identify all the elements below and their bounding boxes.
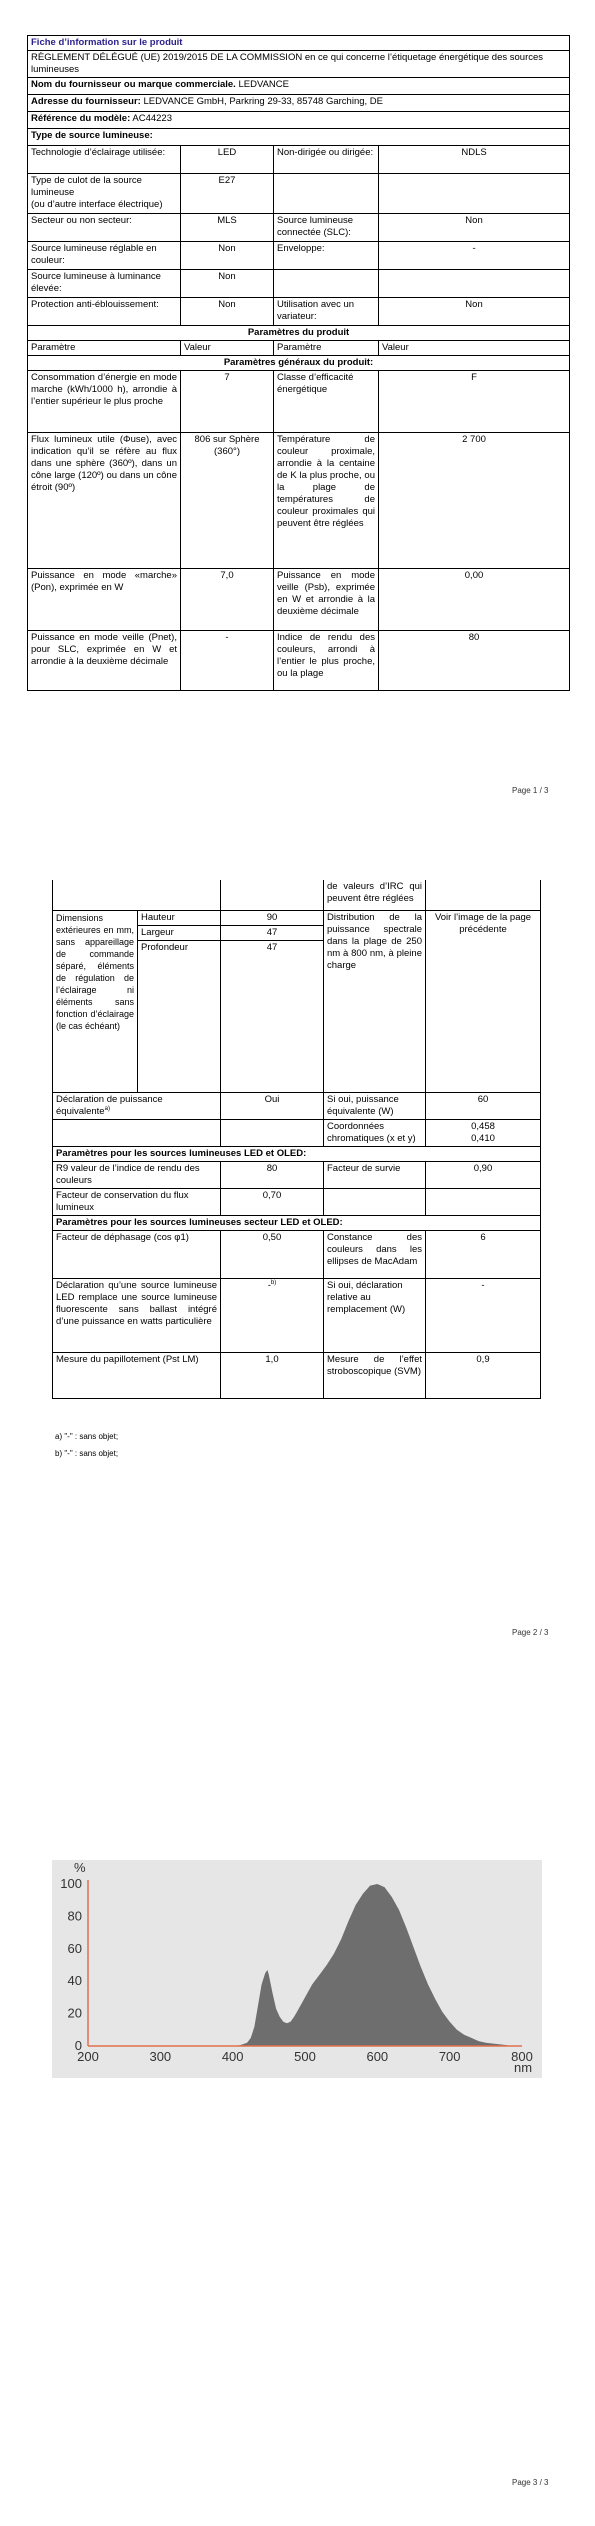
y-tick-label: 80 <box>67 1908 82 1924</box>
width-value: 47 <box>221 925 324 940</box>
connected-value: Non <box>379 214 570 242</box>
model-value: AC44223 <box>132 113 172 124</box>
cap-value: E27 <box>181 174 274 214</box>
antiglare-label: Protection anti-éblouissement: <box>28 298 181 326</box>
chroma-label: Coordonnées chromatiques (x et y) <box>324 1119 426 1146</box>
cri-label: Indice de rendu des couleurs, arrondi à l’entier le plus proche, ou la plage <box>274 631 379 691</box>
highlum-value: Non <box>181 270 274 298</box>
page-number-2: Page 2 / 3 <box>512 1628 549 1637</box>
regulation-text: RÈGLEMENT DÉLÉGUÉ (UE) 2019/2015 DE LA COMMISSION en ce qui concerne l’étiquetage énergétique des sources lumineuses <box>28 51 570 78</box>
supplier-label: Nom du fournisseur ou marque commerciale. <box>31 79 236 90</box>
cct-label: Température de couleur proximale, arrondie à la centaine de K la plus proche, ou la plage de températures de couleur proximales qui peuvent être réglées <box>274 433 379 569</box>
maint-value: 0,70 <box>221 1188 324 1215</box>
envelope-label: Enveloppe: <box>274 242 379 270</box>
page-number-3: Page 3 / 3 <box>512 2478 549 2487</box>
height-label: Hauteur <box>138 910 221 925</box>
onpower-label: Puissance en mode «marche» (Pon), exprimée en W <box>28 569 181 631</box>
dim-label: Dimensions extérieures en mm, sans appareillage de commande séparé, éléments de régulation de l’éclairage ni éléments sans fonction d’éclairage (le cas échéant) <box>53 910 138 1092</box>
spd-label: Distribution de la puissance spectrale dans la plage de 250 nm à 800 nm, à pleine charge <box>324 910 426 1092</box>
svm-value: 0,9 <box>426 1352 541 1398</box>
address-value: LEDVANCE GmbH, Parkring 29-33, 85748 Garching, DE <box>143 96 383 107</box>
replace-value-cell: -$^{b)}$ <box>221 1278 324 1352</box>
flux-value: 806 sur Sphère (360°) <box>181 433 274 569</box>
x-tick-label: 500 <box>294 2049 316 2064</box>
survival-value: 0,90 <box>426 1161 541 1188</box>
equiv-value: Oui <box>221 1092 324 1119</box>
class-label: Classe d’efficacité énergétique <box>274 371 379 433</box>
spd-value: Voir l’image de la page précédente <box>426 910 541 1092</box>
r9-label: R9 valeur de l’indice de rendu des couleurs <box>53 1161 221 1188</box>
pf-value: 0,50 <box>221 1230 324 1278</box>
flux-label: Flux lumineux utile (Φuse), avec indication qu’il se réfère au flux dans une sphère (360º), dans un cône large (120º) ou dans un cône étroit (90º) <box>28 433 181 569</box>
class-value: F <box>379 371 570 433</box>
footnote-a: a) "-" : sans objet; <box>55 1432 119 1441</box>
r9-value: 80 <box>221 1161 324 1188</box>
footnote-b: b) "-" : sans objet; <box>55 1449 119 1458</box>
netstandby-value: - <box>181 631 274 691</box>
x-tick-label: 300 <box>149 2049 172 2064</box>
equiv-power-value: 60 <box>426 1092 541 1119</box>
depth-label: Profondeur <box>138 940 221 1092</box>
maint-label: Facteur de conservation du flux lumineux <box>53 1188 221 1215</box>
standby-label: Puissance en mode veille (Psb), exprimée en W et arrondie à la deuxième décimale <box>274 569 379 631</box>
directional-label: Non-dirigée ou dirigée: <box>274 146 379 174</box>
y-tick-label: 20 <box>67 2005 82 2021</box>
width-label: Largeur <box>138 925 221 940</box>
spectrum-chart <box>52 1860 542 2078</box>
macadam-value: 6 <box>426 1230 541 1278</box>
consumption-label: Consommation d’énergie en mode marche (kWh/1000 h), arrondie à l’entier supérieur le plus proche <box>28 371 181 433</box>
x-tick-label: 700 <box>438 2049 461 2064</box>
supplier-row <box>28 78 570 95</box>
flicker-label: Mesure du papillotement (Pst LM) <box>53 1352 221 1398</box>
mains-heading: Paramètres pour les sources lumineuses secteur LED et OLED: <box>53 1215 541 1230</box>
x-tick-label: 800 <box>511 2049 533 2064</box>
dimmer-label: Utilisation avec un variateur: <box>274 298 379 326</box>
y-tick-label: 0 <box>74 2038 82 2053</box>
cri-label-cont: de valeurs d’IRC qui peuvent être réglées <box>324 880 426 910</box>
tunable-value: Non <box>181 242 274 270</box>
tunable-label: Source lumineuse réglable en couleur: <box>28 242 181 270</box>
page-title: Fiche d’information sur le produit <box>28 36 570 51</box>
tech-label: Technologie d’éclairage utilisée: <box>28 146 181 174</box>
netstandby-label: Puissance en mode veille (Pnet), pour SLC, exprimée en W et arrondie à la deuxième décimale <box>28 631 181 691</box>
cri-value: 80 <box>379 631 570 691</box>
y-tick-label: 40 <box>67 1973 82 1989</box>
equiv-power-label: Si oui, puissance équivalente (W) <box>324 1092 426 1119</box>
flicker-value: 1,0 <box>221 1352 324 1398</box>
col-param-1: Paramètre <box>28 341 181 356</box>
chroma-value: 0,458 0,410 <box>426 1119 541 1146</box>
y-tick-label: 60 <box>67 1940 82 1956</box>
x-tick-label: 200 <box>77 2049 99 2064</box>
model-row <box>28 112 570 129</box>
mains-label: Secteur ou non secteur: <box>28 214 181 242</box>
onpower-value: 7,0 <box>181 569 274 631</box>
replace-power-label: Si oui, déclaration relative au remplacement (W) <box>324 1278 426 1352</box>
cap-label: Type de culot de la source lumineuse (ou d’autre interface électrique) <box>28 174 181 214</box>
x-tick-label: 400 <box>221 2049 244 2064</box>
source-type-heading: Type de source lumineuse: <box>28 129 570 146</box>
cct-value: 2 700 <box>379 433 570 569</box>
address-row <box>28 95 570 112</box>
supplier-value: LEDVANCE <box>238 79 289 90</box>
standby-value: 0,00 <box>379 569 570 631</box>
x-tick-label: 600 <box>366 2049 389 2064</box>
survival-label: Facteur de survie <box>324 1161 426 1188</box>
directional-value: NDLS <box>379 146 570 174</box>
page-number-1: Page 1 / 3 <box>512 786 549 795</box>
info-table-page2 <box>52 880 541 1399</box>
replace-label: Déclaration qu’une source lumineuse LED remplace une source lumineuse fluorescente sans ballast intégré d’une puissance en watts particulière <box>53 1278 221 1352</box>
pf-label: Facteur de déphasage (cos φ1) <box>53 1230 221 1278</box>
mains-value: MLS <box>181 214 274 242</box>
x-axis-label: nm <box>514 2060 533 2075</box>
replace-power-value: - <box>426 1278 541 1352</box>
macadam-label: Constance des couleurs dans les ellipses de MacAdam <box>324 1230 426 1278</box>
consumption-value: 7 <box>181 371 274 433</box>
params-heading: Paramètres du produit <box>28 326 570 341</box>
depth-value: 47 <box>221 940 324 1092</box>
model-label: Référence du modèle: <box>31 113 131 124</box>
highlum-label: Source lumineuse à luminance élevée: <box>28 270 181 298</box>
y-tick-label: 100 <box>60 1876 82 1891</box>
connected-label: Source lumineuse connectée (SLC): <box>274 214 379 242</box>
height-value: 90 <box>221 910 324 925</box>
y-axis-label: % <box>74 1860 86 1875</box>
envelope-value: - <box>379 242 570 270</box>
info-table-page1 <box>27 35 570 691</box>
tech-value: LED <box>181 146 274 174</box>
address-label: Adresse du fournisseur: <box>31 96 141 107</box>
col-param-2: Paramètre <box>274 341 379 356</box>
dimmer-value: Non <box>379 298 570 326</box>
led-heading: Paramètres pour les sources lumineuses LED et OLED: <box>53 1146 541 1161</box>
svm-label: Mesure de l’effet stroboscopique (SVM) <box>324 1352 426 1398</box>
antiglare-value: Non <box>181 298 274 326</box>
general-heading: Paramètres généraux du produit: <box>28 356 570 371</box>
equiv-label: Déclaration de puissance équivalente$^{a)}$ <box>53 1092 221 1119</box>
col-value-1: Valeur <box>181 341 274 356</box>
col-value-2: Valeur <box>379 341 570 356</box>
